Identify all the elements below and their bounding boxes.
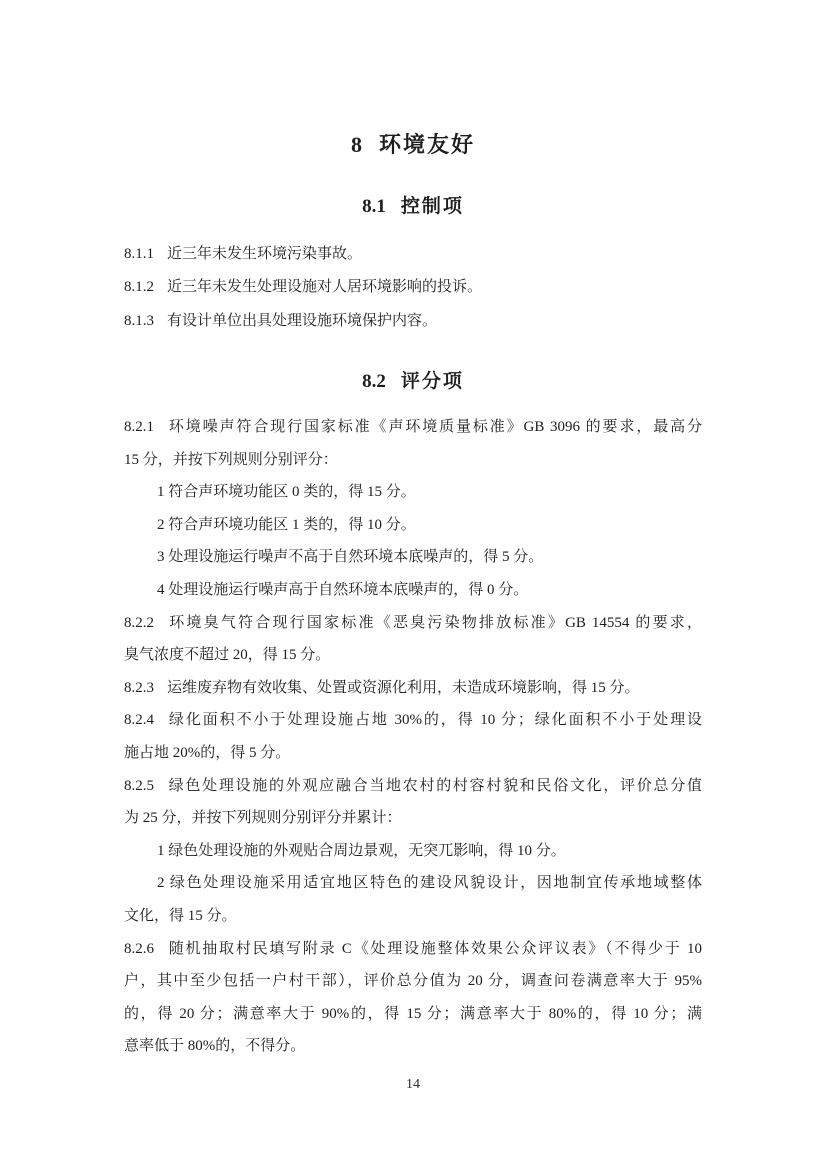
section-number: 8.2	[362, 371, 386, 392]
section-8-1-body	[124, 238, 702, 338]
chapter-title: 环境友好	[378, 132, 475, 157]
clause-line	[124, 271, 702, 304]
clause-text: 2 绿色处理设施采用适宜地区特色的建设风貌设计，因地制宜传承地域整体	[157, 875, 702, 892]
list-item	[124, 867, 702, 900]
clause-text: 户，其中至少包括一户村干部），评价总分值为 20 分，调查问卷满意率大于 95%	[124, 973, 702, 990]
list-item	[124, 476, 702, 509]
clause-number: 8.1.2	[124, 279, 154, 296]
clause-text: 近三年未发生环境污染事故。	[167, 246, 363, 262]
list-item	[124, 574, 702, 607]
section-heading-8-2	[0, 370, 826, 393]
clause-text: 4 处理设施运行噪声高于自然环境本底噪声的，得 0 分。	[157, 581, 529, 598]
clause-line	[124, 933, 702, 966]
clause-number: 8.1.1	[124, 246, 154, 262]
clause-text: 随机抽取村民填写附录 C《处理设施整体效果公众评议表》（不得少于 10	[167, 940, 702, 957]
clause-text: 的，得 20 分；满意率大于 90%的，得 15 分；满意率大于 80%的，得 10 分；满	[124, 1005, 702, 1022]
clause-line	[124, 1030, 702, 1063]
clause-text: 环境噪声符合现行国家标准《声环境质量标准》GB 3096 的要求，最高分	[167, 419, 702, 435]
clause-text: 为 25 分，并按下列规则分别评分并累计：	[124, 810, 402, 827]
clause-text: 有设计单位出具处理设施环境保护内容。	[167, 312, 438, 329]
chapter-number: 8	[350, 132, 362, 157]
list-item	[124, 835, 702, 868]
chapter-heading	[0, 132, 826, 158]
section-number: 8.1	[362, 196, 386, 217]
section-title: 评分项	[400, 371, 464, 392]
clause-line	[124, 998, 702, 1031]
clause-text: 运维废弃物有效收集、处置或资源化利用，未造成环境影响，得 15 分。	[167, 679, 640, 696]
clause-text: 臭气浓度不超过 20，得 15 分。	[124, 647, 331, 664]
clause-number: 8.2.3	[124, 679, 154, 696]
clause-text: 近三年未发生处理设施对人居环境影响的投诉。	[167, 279, 483, 296]
clause-text: 文化，得 15 分。	[124, 907, 237, 924]
clause-text: 3 处理设施运行噪声不高于自然环境本底噪声的，得 5 分。	[157, 549, 544, 566]
clause-line	[124, 411, 702, 444]
clause-line	[124, 900, 702, 933]
clause-line	[124, 672, 702, 705]
clause-number: 8.2.2	[124, 614, 154, 631]
clause-text: 1 绿色处理设施的外观贴合周边景观，无突兀影响，得 10 分。	[157, 842, 566, 859]
clause-text: 环境臭气符合现行国家标准《恶臭污染物排放标准》GB 14554 的要求，	[167, 614, 702, 631]
clause-line	[124, 965, 702, 998]
clause-number: 8.2.6	[124, 940, 154, 957]
clause-line	[124, 607, 702, 640]
clause-text: 意率低于 80%的，不得分。	[124, 1038, 306, 1055]
clause-number: 8.2.4	[124, 712, 154, 729]
clause-line	[124, 639, 702, 672]
clause-text: 绿色处理设施的外观应融合当地农村的村容村貌和民俗文化，评价总分值	[167, 777, 702, 794]
clause-text: 2 符合声环境功能区 1 类的，得 10 分。	[157, 516, 416, 533]
list-item	[124, 509, 702, 542]
clause-line	[124, 704, 702, 737]
clause-number: 8.2.5	[124, 777, 154, 794]
clause-line	[124, 802, 702, 835]
clause-number: 8.2.1	[124, 419, 154, 435]
clause-text: 绿化面积不小于处理设施占地 30%的，得 10 分；绿化面积不小于处理设	[167, 712, 702, 729]
clause-number: 8.1.3	[124, 312, 154, 329]
clause-text: 15 分，并按下列规则分别评分：	[124, 451, 338, 468]
clause-text: 施占地 20%的，得 5 分。	[124, 744, 291, 761]
page-number: 14	[406, 1077, 420, 1092]
list-item	[124, 541, 702, 574]
clause-text: 1 符合声环境功能区 0 类的，得 15 分。	[157, 484, 416, 501]
section-8-2-body	[124, 411, 702, 1063]
clause-line	[124, 737, 702, 770]
clause-line	[124, 305, 702, 338]
clause-line	[124, 444, 702, 477]
section-heading-8-1	[0, 195, 826, 218]
clause-line	[124, 770, 702, 803]
section-title: 控制项	[400, 196, 464, 217]
clause-line	[124, 238, 702, 271]
